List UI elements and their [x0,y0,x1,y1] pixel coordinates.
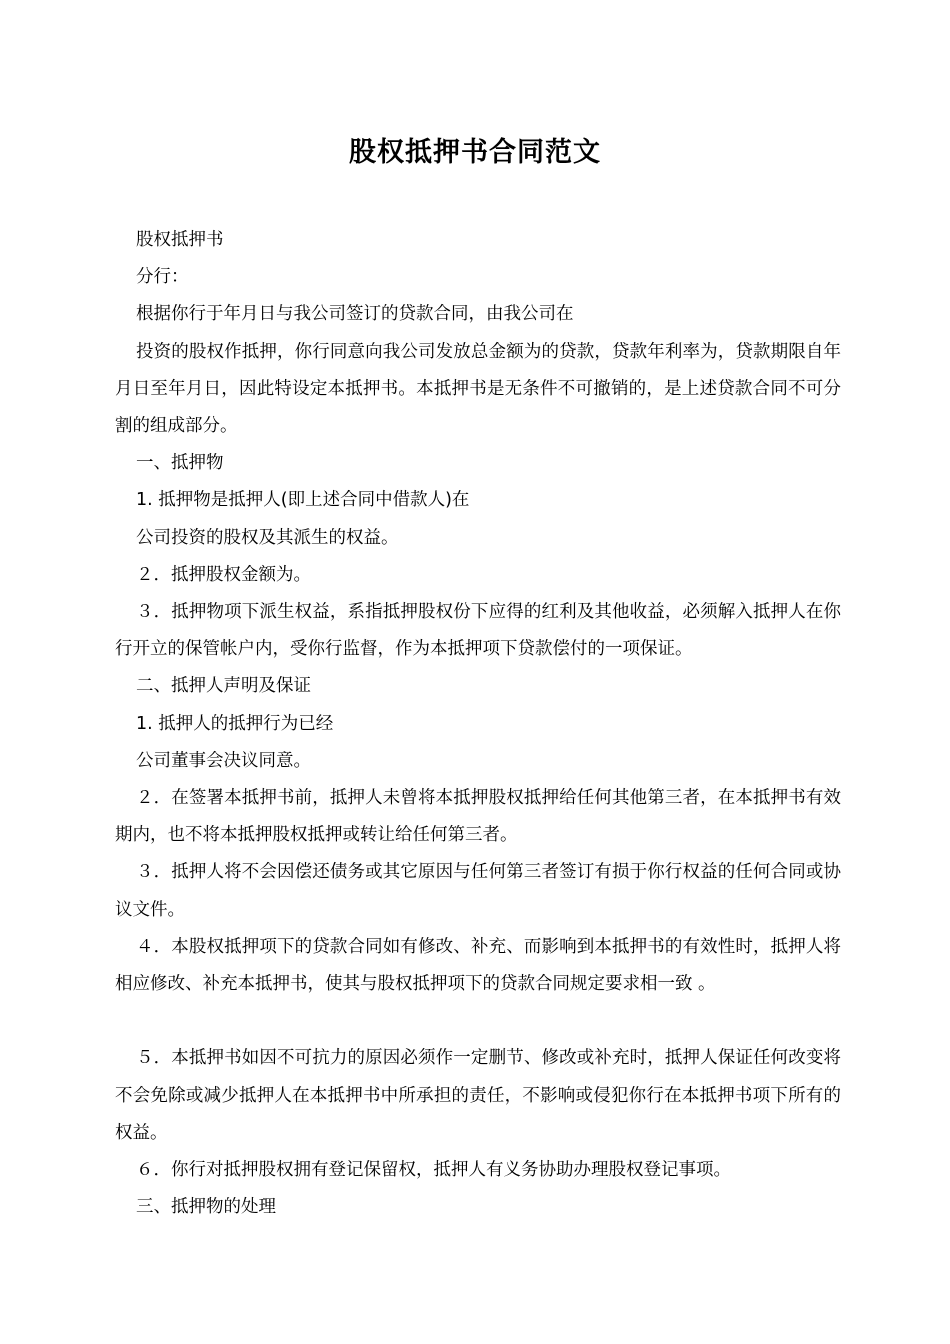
paragraph: ３．抵押物项下派生权益，系指抵押股权份下应得的红利及其他收益，必须解入抵押人在你行开立的保管帐户内，受你行监督，作为本抵押项下贷款偿付的一项保证。 [115,602,841,660]
document-title: 股权抵押书合同范文 [349,137,601,168]
document-body [115,222,841,1226]
paragraph: 1. 抵押物是抵押人(即上述合同中借款人)在 [136,490,470,511]
blank-line [115,1003,841,1040]
paragraph: 投资的股权作抵押，你行同意向我公司发放总金额为的贷款，贷款年利率为，贷款期限自年月日至年月日，因此特设定本抵押书。本抵押书是无条件不可撤销的，是上述贷款合同不可分割的组成部分。 [115,341,841,437]
paragraph: ５．本抵押书如因不可抗力的原因必须作一定删节、修改或补充时，抵押人保证任何改变将不会免除或减少抵押人在本抵押书中所承担的责任，不影响或侵犯你行在本抵押书项下所有的权益。 [115,1048,841,1143]
paragraph: ６．你行对抵押股权拥有登记保留权，抵押人有义务协助办理股权登记事项。 [136,1160,731,1181]
paragraph: 公司投资的股权及其派生的权益。 [136,527,399,548]
section-heading: 二、抵押人声明及保证 [136,676,311,697]
section-heading: 三、抵押物的处理 [136,1197,276,1218]
section-heading: 一、抵押物 [136,453,224,474]
paragraph: ２．抵押股权金额为。 [136,564,311,585]
paragraph-addressee: 分行： [136,267,189,288]
paragraph: ４．本股权抵押项下的贷款合同如有修改、补充、而影响到本抵押书的有效性时，抵押人将相应修改、补充本抵押书，使其与股权抵押项下的贷款合同规定要求相一致 。 [115,936,841,995]
paragraph-heading: 股权抵押书 [136,230,224,250]
paragraph: ３．抵押人将不会因偿还债务或其它原因与任何第三者签订有损于你行权益的任何合同或协议文件。 [115,862,841,920]
paragraph: ２．在签署本抵押书前，抵押人未曾将本抵押股权抵押给任何其他第三者，在本抵押书有效期内，也不将本抵押股权抵押或转让给任何第三者。 [115,788,841,846]
paragraph: 公司董事会决议同意。 [136,750,311,771]
paragraph: 根据你行于年月日与我公司签订的贷款合同，由我公司在 [136,304,574,325]
paragraph: 1. 抵押人的抵押行为已经 [136,713,334,734]
